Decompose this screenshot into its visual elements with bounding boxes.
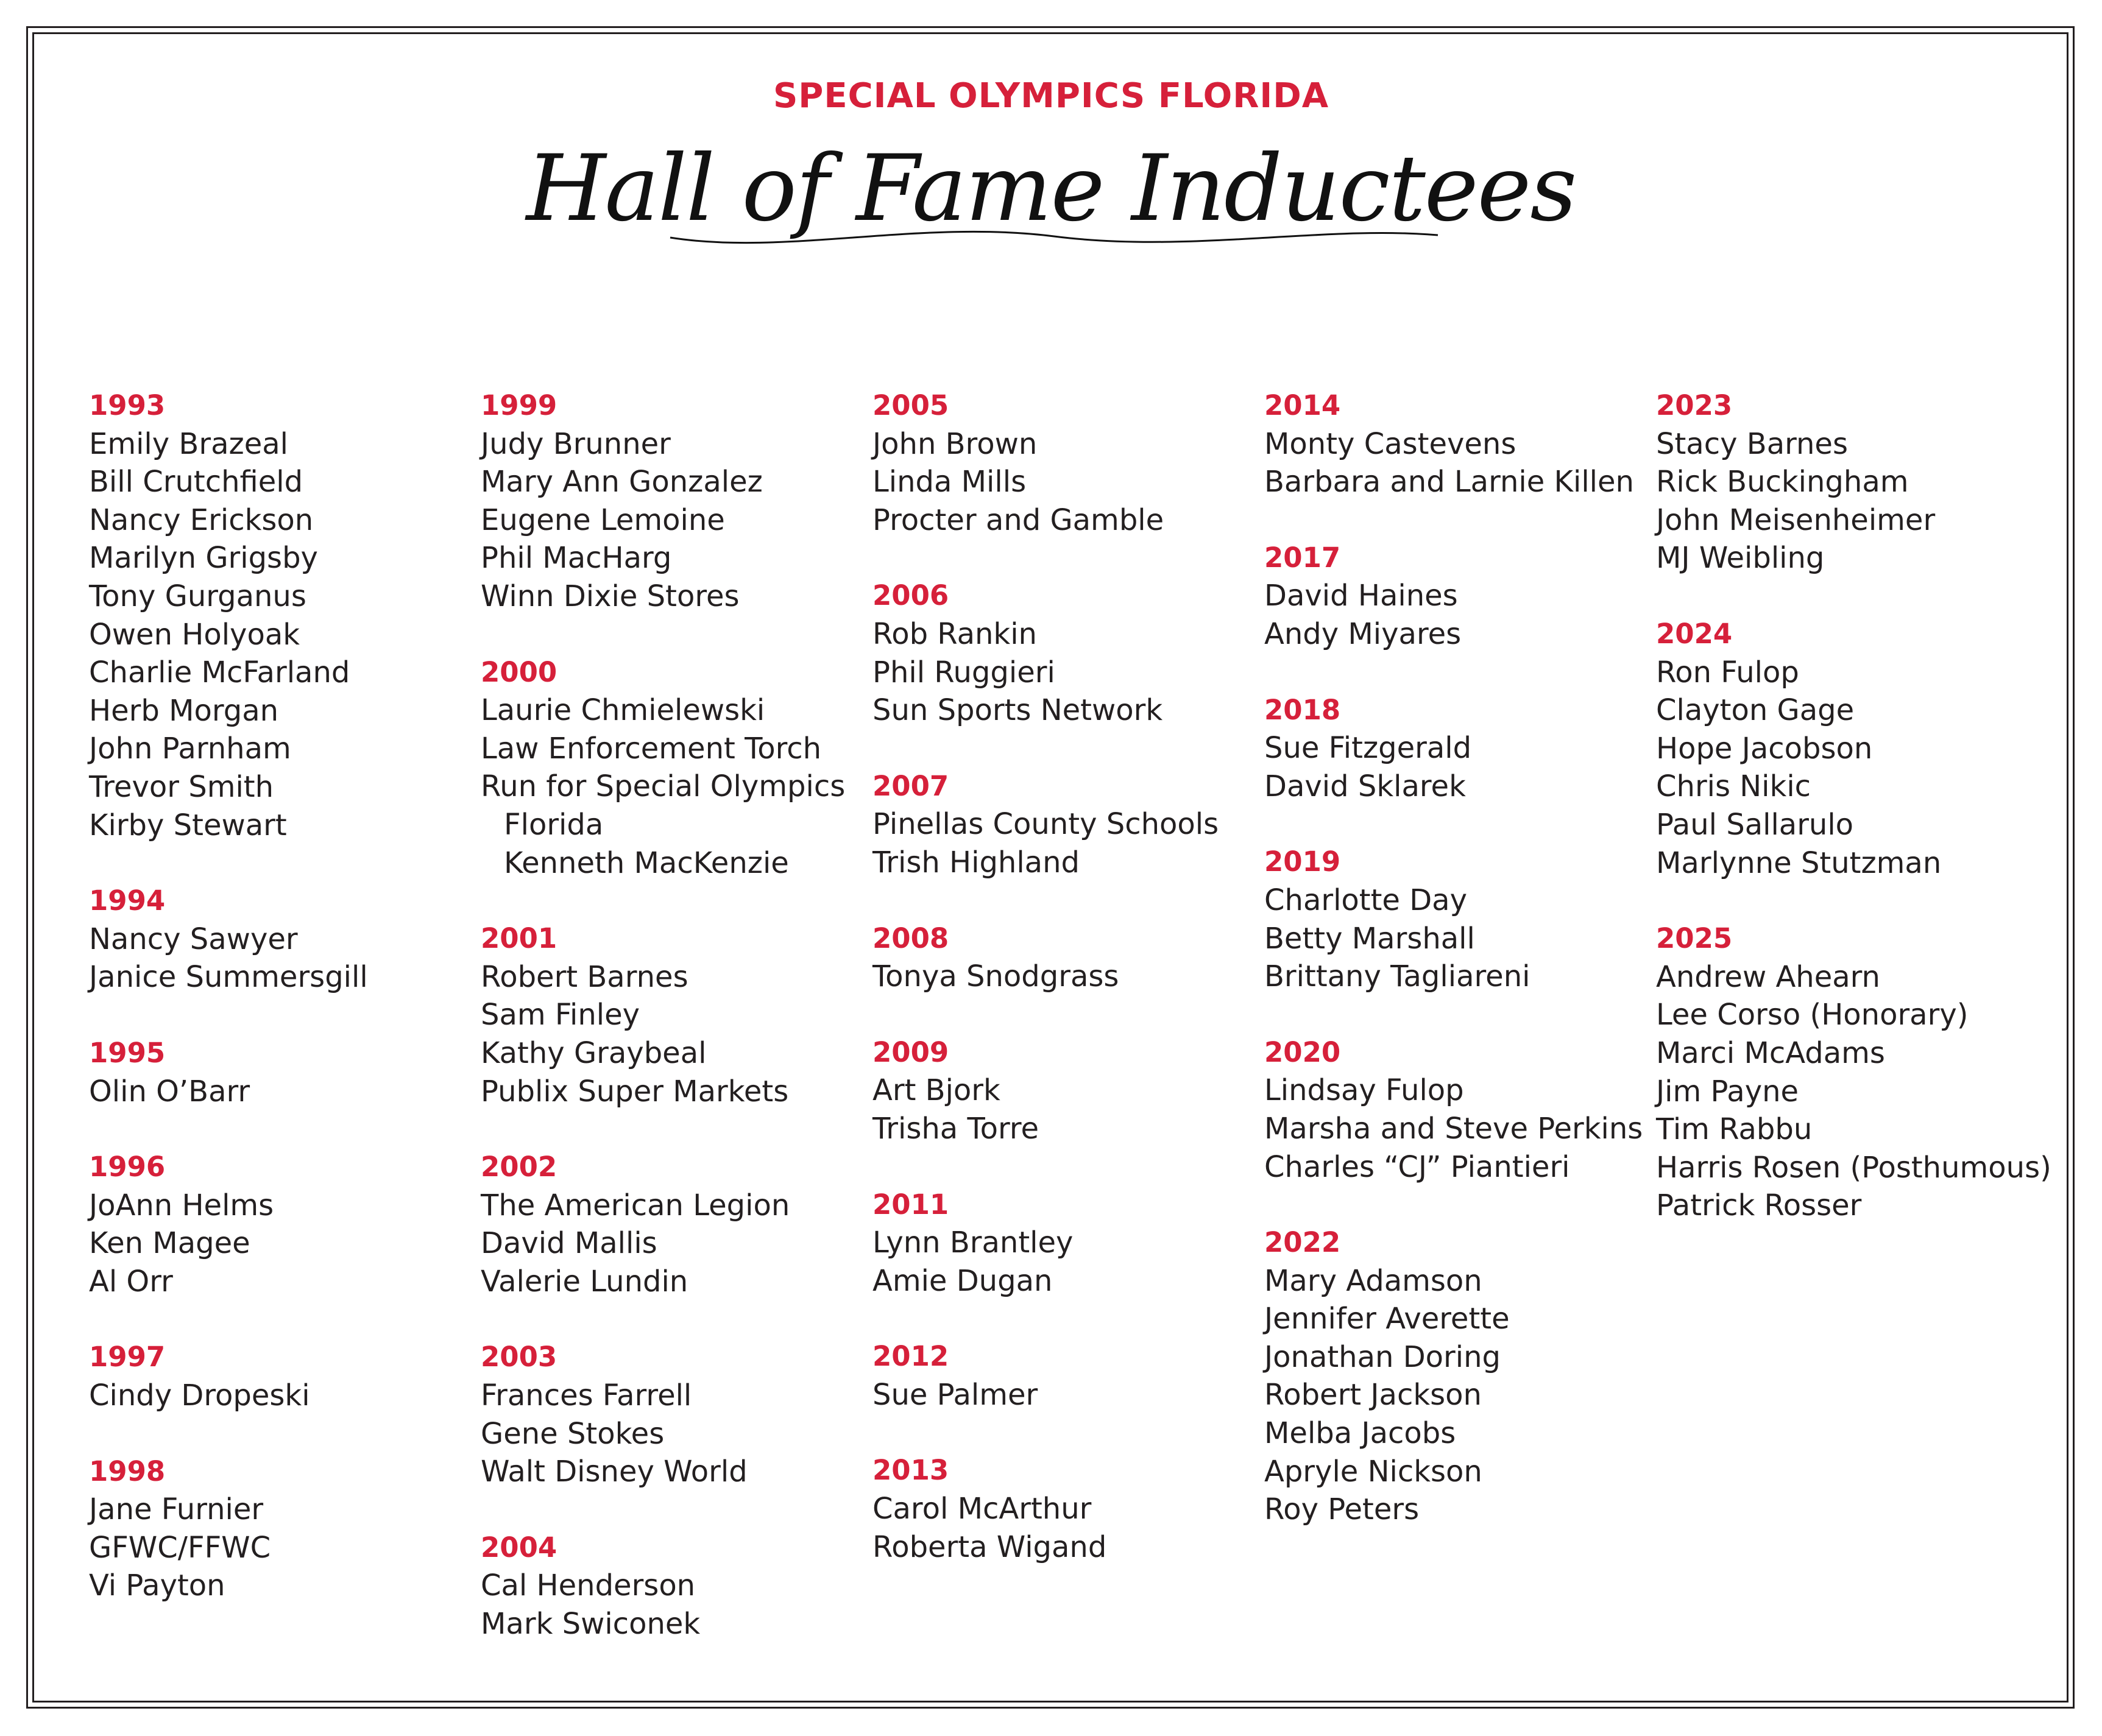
- inductee-name: John Meisenheimer: [1656, 503, 1936, 537]
- inductee-name: Jonathan Doring: [1264, 1339, 1501, 1374]
- year-group: [872, 1338, 1262, 1414]
- inductee-name: Rick Buckingham: [1656, 465, 1909, 499]
- inductee-column: [1264, 387, 1654, 1567]
- inductee-name: Barbara and Larnie Killen: [1264, 465, 1634, 499]
- inductee-name: Run for Special Olympics: [481, 769, 846, 804]
- inductee-name: Marlynne Stutzman: [1656, 845, 1942, 880]
- inductee-name: Sun Sports Network: [872, 693, 1163, 728]
- inductee-name: Art Bjork: [872, 1073, 1000, 1108]
- year-heading: 1999: [481, 389, 557, 422]
- year-heading: 2007: [872, 769, 949, 802]
- inductee-column: [872, 387, 1262, 1604]
- inductee-name: Mary Adamson: [1264, 1263, 1482, 1298]
- inductee-name: JoAnn Helms: [89, 1188, 274, 1223]
- inductee-name: Olin O’Barr: [89, 1074, 250, 1109]
- year-group: [1264, 843, 1654, 995]
- inductee-name: Robert Barnes: [481, 959, 688, 994]
- year-group: [481, 387, 871, 616]
- inductee-name: Ron Fulop: [1656, 655, 1799, 690]
- inductee-name: Janice Summersgill: [89, 960, 368, 995]
- inductee-column: [481, 387, 871, 1681]
- year-heading: 1995: [89, 1036, 166, 1069]
- year-group: [89, 1034, 479, 1110]
- year-group: [872, 767, 1262, 882]
- year-heading: 1993: [89, 389, 166, 422]
- year-group: [89, 1148, 479, 1300]
- year-heading: 1996: [89, 1151, 166, 1184]
- inductee-name: Paul Sallarulo: [1656, 807, 1854, 842]
- year-heading: 2012: [872, 1340, 949, 1373]
- inductee-name: Harris Rosen (Posthumous): [1656, 1150, 2051, 1185]
- inductee-name: Lindsay Fulop: [1264, 1073, 1464, 1108]
- inductee-name: Pinellas County Schools: [872, 807, 1219, 842]
- year-heading: 2018: [1264, 693, 1341, 726]
- year-heading: 2003: [481, 1341, 557, 1374]
- inductee-name: Bill Crutchfield: [89, 465, 303, 499]
- inductee-name: Procter and Gamble: [872, 503, 1164, 537]
- inductee-name: Tim Rabbu: [1656, 1112, 1813, 1147]
- title-flourish: [664, 213, 1444, 262]
- inductee-name: Emily Brazeal: [89, 426, 288, 461]
- page-title: Hall of Fame Inductees: [526, 136, 1576, 242]
- inductee-name: Mary Ann Gonzalez: [481, 465, 763, 499]
- inductee-name: Al Orr: [89, 1264, 173, 1299]
- year-heading: 2023: [1656, 389, 1733, 422]
- year-heading: 2008: [872, 922, 949, 954]
- inductee-name: Stacy Barnes: [1656, 426, 1848, 461]
- inductee-name: David Sklarek: [1264, 769, 1466, 803]
- inductee-name: Linda Mills: [872, 465, 1027, 499]
- inductee-name: Tony Gurganus: [89, 579, 306, 613]
- year-group: [1264, 1224, 1654, 1529]
- inductee-name: Robert Jackson: [1264, 1378, 1482, 1413]
- inductee-name: Hope Jacobson: [1656, 731, 1873, 766]
- inductee-name: John Brown: [872, 426, 1038, 461]
- inductee-name: Sam Finley: [481, 998, 640, 1032]
- inductee-name: Law Enforcement Torch: [481, 731, 822, 766]
- inductee-name: Valerie Lundin: [481, 1264, 688, 1299]
- inductee-name: Jane Furnier: [89, 1492, 264, 1527]
- inductee-name: Sue Palmer: [872, 1377, 1038, 1412]
- inductee-name: Marci McAdams: [1656, 1036, 1885, 1070]
- inductee-name: Patrick Rosser: [1656, 1188, 1862, 1223]
- year-heading: 2025: [1656, 922, 1733, 955]
- inductee-name: Amie Dugan: [872, 1263, 1053, 1298]
- inductee-name: Ken Magee: [89, 1226, 250, 1261]
- inductee-name: Cindy Dropeski: [89, 1378, 310, 1413]
- inductee-name: Trisha Torre: [872, 1111, 1039, 1146]
- year-heading: 2013: [872, 1454, 949, 1487]
- year-heading: 2022: [1264, 1226, 1341, 1259]
- inductee-name: Marsha and Steve Perkins: [1264, 1111, 1643, 1146]
- inductee-name: Nancy Erickson: [89, 503, 314, 537]
- year-group: [481, 1338, 871, 1491]
- year-group: [481, 1529, 871, 1643]
- inductee-name: Vi Payton: [89, 1568, 225, 1603]
- inductee-name: Carol McArthur: [872, 1492, 1092, 1526]
- year-group: [1264, 691, 1654, 806]
- inductee-name: Apryle Nickson: [1264, 1454, 1482, 1489]
- inductee-name: Judy Brunner: [481, 426, 671, 461]
- inductee-name: Kirby Stewart: [89, 808, 287, 842]
- year-group: [872, 577, 1262, 729]
- inductee-name: Trish Highland: [872, 845, 1080, 880]
- inductee-name: Tonya Snodgrass: [872, 959, 1119, 994]
- year-group: [481, 920, 871, 1110]
- inductee-name: Charlie McFarland: [89, 655, 350, 690]
- year-heading: 2014: [1264, 389, 1341, 422]
- year-group: [872, 387, 1262, 539]
- inductee-column: [1656, 387, 2051, 1263]
- inductee-name: Monty Castevens: [1264, 426, 1516, 461]
- inductee-name: Phil MacHarg: [481, 541, 672, 576]
- year-group: [872, 1034, 1262, 1148]
- year-group: [872, 1186, 1262, 1300]
- inductee-name: Jim Payne: [1656, 1074, 1799, 1109]
- year-group: [1264, 539, 1654, 654]
- inductee-name: Chris Nikic: [1656, 769, 1811, 804]
- inductee-name: Mark Swiconek: [481, 1607, 701, 1642]
- inductee-name: David Haines: [1264, 579, 1458, 613]
- inductee-name: Melba Jacobs: [1264, 1416, 1456, 1451]
- year-heading: 2019: [1264, 845, 1341, 878]
- inductee-name: Kenneth MacKenzie: [504, 845, 789, 880]
- inductee-name: David Mallis: [481, 1226, 657, 1261]
- inductee-name: Frances Farrell: [481, 1378, 692, 1413]
- inductee-name: Herb Morgan: [89, 693, 279, 728]
- year-group: [89, 387, 479, 844]
- year-heading: 2004: [481, 1531, 557, 1564]
- inductee-name: Walt Disney World: [481, 1455, 748, 1489]
- inductee-name: Clayton Gage: [1656, 693, 1855, 728]
- organization-title: SPECIAL OLYMPICS FLORIDA: [773, 76, 1329, 116]
- year-heading: 2000: [481, 655, 557, 688]
- inductee-name: Andrew Ahearn: [1656, 959, 1880, 994]
- inductee-name: Charlotte Day: [1264, 883, 1467, 917]
- inductee-name: Nancy Sawyer: [89, 922, 298, 956]
- inductee-name: GFWC/FFWC: [89, 1530, 271, 1565]
- inductee-name: Betty Marshall: [1264, 921, 1475, 956]
- inductee-name: Laurie Chmielewski: [481, 693, 765, 728]
- inductee-name: The American Legion: [481, 1188, 790, 1223]
- inductee-name: Andy Miyares: [1264, 616, 1462, 651]
- inductee-name: Owen Holyoak: [89, 617, 300, 652]
- inductee-name: Marilyn Grigsby: [89, 541, 318, 576]
- year-heading: 2009: [872, 1036, 949, 1068]
- year-heading: 1994: [89, 884, 166, 917]
- year-heading: 2017: [1264, 541, 1341, 574]
- year-heading: 2006: [872, 579, 949, 612]
- inductee-name: MJ Weibling: [1656, 541, 1825, 576]
- inductee-name: Eugene Lemoine: [481, 503, 725, 537]
- inductee-name: Charles “CJ” Piantieri: [1264, 1149, 1570, 1184]
- year-group: [481, 1148, 871, 1300]
- inductee-name: Winn Dixie Stores: [481, 579, 740, 613]
- year-group: [872, 1452, 1262, 1566]
- inductee-name: Publix Super Markets: [481, 1074, 789, 1109]
- inductee-name: Cal Henderson: [481, 1568, 696, 1603]
- inductee-column: [89, 387, 479, 1643]
- year-group: [1656, 387, 2046, 577]
- year-heading: 1997: [89, 1341, 166, 1374]
- inductee-name: Lynn Brantley: [872, 1226, 1074, 1260]
- year-heading: 1998: [89, 1455, 166, 1487]
- inductee-name: Kathy Graybeal: [481, 1036, 707, 1070]
- inductee-name: Roy Peters: [1264, 1492, 1420, 1527]
- year-heading: 2002: [481, 1151, 557, 1184]
- inductee-name: Roberta Wigand: [872, 1530, 1107, 1564]
- inductee-name: Sue Fitzgerald: [1264, 731, 1472, 766]
- inductee-name: Phil Ruggieri: [872, 655, 1055, 690]
- year-group: [1656, 920, 2051, 1225]
- year-group: [1656, 615, 2046, 882]
- inductee-name: Rob Rankin: [872, 616, 1037, 651]
- year-heading: 2001: [481, 922, 557, 955]
- inductee-name: Jennifer Averette: [1264, 1302, 1510, 1336]
- inductee-name: Trevor Smith: [89, 769, 274, 804]
- year-heading: 2024: [1656, 617, 1733, 650]
- year-group: [1264, 387, 1654, 501]
- year-group: [89, 1453, 479, 1605]
- year-group: [89, 882, 479, 997]
- inductee-name: Gene Stokes: [481, 1416, 665, 1451]
- year-group: [481, 654, 871, 883]
- inductee-name: Brittany Tagliareni: [1264, 959, 1530, 994]
- year-heading: 2005: [872, 389, 949, 422]
- year-group: [89, 1338, 479, 1414]
- inductee-name: Florida: [504, 807, 604, 842]
- year-group: [872, 920, 1262, 996]
- inductee-name: John Parnham: [89, 732, 291, 766]
- year-group: [1264, 1034, 1654, 1186]
- year-heading: 2020: [1264, 1036, 1341, 1068]
- inductee-name: Lee Corso (Honorary): [1656, 998, 1969, 1032]
- year-heading: 2011: [872, 1188, 949, 1221]
